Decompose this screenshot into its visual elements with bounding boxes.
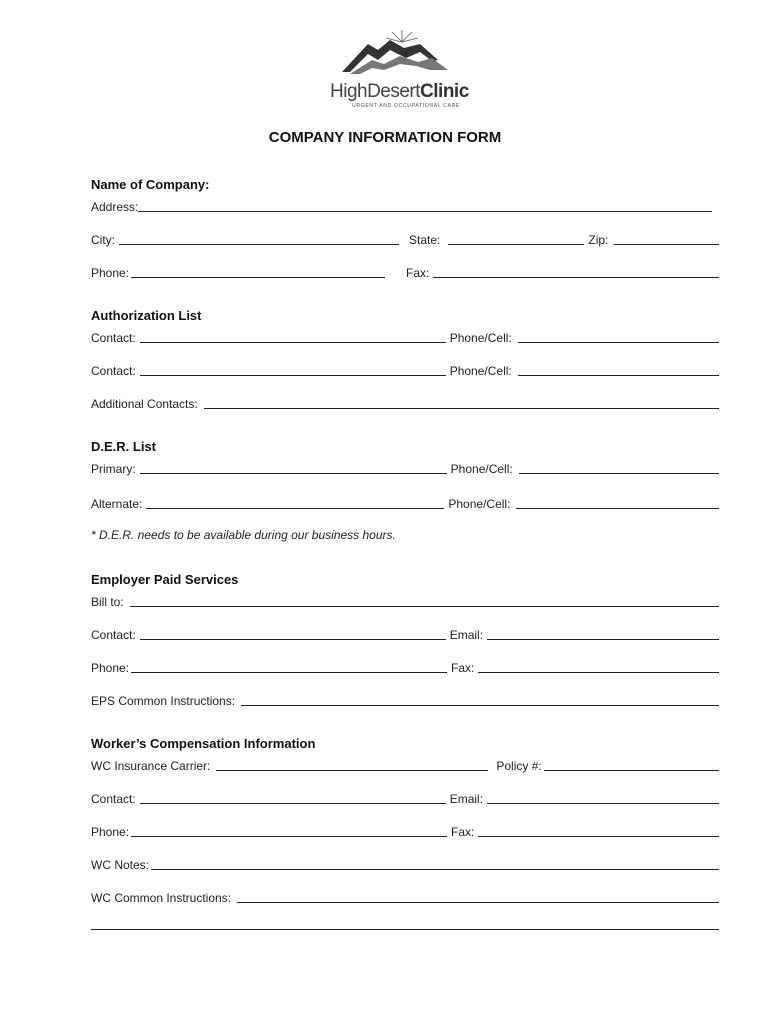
- auth-phone-label-2: Phone/Cell:: [449, 364, 512, 378]
- policy-field[interactable]: [544, 769, 719, 771]
- wc-phone-row: [91, 821, 719, 839]
- wc-carrier-row: [91, 755, 719, 773]
- eps-fax-field[interactable]: [478, 671, 719, 673]
- zip-field[interactable]: [614, 243, 719, 245]
- wc-heading: Worker’s Compensation Information: [91, 736, 316, 751]
- der-alternate-label: Alternate:: [91, 497, 143, 511]
- der-heading: D.E.R. List: [91, 439, 157, 454]
- bill-to-label: Bill to:: [91, 595, 124, 609]
- address-label: Address:: [91, 200, 139, 214]
- wc-contact-row: [91, 788, 719, 806]
- wc-carrier-field[interactable]: [216, 769, 488, 771]
- der-alternate-field[interactable]: [146, 507, 444, 509]
- bill-to-field[interactable]: [130, 605, 719, 607]
- wc-notes-label: WC Notes:: [91, 858, 150, 872]
- logo-tagline: URGENT AND OCCUPATIONAL CARE: [352, 103, 460, 109]
- logo-wordmark: [330, 82, 469, 101]
- address-field[interactable]: [138, 210, 712, 212]
- additional-contacts-row: [91, 393, 719, 411]
- extra-notes-line[interactable]: [91, 929, 719, 930]
- wc-email-label: Email:: [449, 792, 484, 806]
- auth-phone-field-1[interactable]: [518, 341, 719, 343]
- additional-contacts-label: Additional Contacts:: [91, 397, 198, 411]
- auth-contact-label-1: Contact:: [91, 331, 136, 345]
- page-title: COMPANY INFORMATION FORM: [268, 129, 502, 146]
- auth-contact-row-2: [91, 360, 719, 378]
- additional-contacts-field[interactable]: [204, 407, 719, 409]
- der-phone-label-1: Phone/Cell:: [450, 462, 513, 476]
- eps-heading: Employer Paid Services: [91, 572, 239, 587]
- wc-instructions-field[interactable]: [237, 901, 719, 903]
- eps-instructions-field[interactable]: [241, 704, 719, 706]
- auth-phone-field-2[interactable]: [518, 374, 719, 376]
- city-label: City:: [91, 233, 115, 247]
- der-primary-label: Primary:: [91, 462, 136, 476]
- eps-phone-field[interactable]: [131, 671, 447, 673]
- der-primary-row: [91, 458, 719, 476]
- auth-contact-field-1[interactable]: [140, 341, 446, 343]
- address-row: [91, 196, 719, 214]
- wc-fax-field[interactable]: [478, 835, 719, 837]
- wc-instructions-row: [91, 887, 719, 905]
- auth-phone-label-1: Phone/Cell:: [449, 331, 512, 345]
- policy-label: Policy #:: [496, 759, 542, 773]
- wc-notes-row: [91, 854, 719, 872]
- eps-phone-label: Phone:: [91, 661, 130, 675]
- phone-fax-row: [91, 262, 719, 280]
- wc-carrier-label: WC Insurance Carrier:: [91, 759, 211, 773]
- zip-label: Zip:: [588, 233, 609, 247]
- bill-to-row: [91, 591, 719, 609]
- wc-phone-label: Phone:: [91, 825, 130, 839]
- fax-field[interactable]: [433, 276, 719, 278]
- wc-notes-field[interactable]: [151, 868, 719, 870]
- fax-label: Fax:: [406, 266, 430, 280]
- der-phone-label-2: Phone/Cell:: [448, 497, 511, 511]
- city-state-zip-row: [91, 229, 719, 247]
- wc-instructions-label: WC Common Instructions:: [91, 891, 232, 905]
- eps-phone-row: [91, 657, 719, 675]
- wc-email-field[interactable]: [487, 802, 719, 804]
- authorization-heading: Authorization List: [91, 308, 202, 323]
- eps-contact-row: [91, 624, 719, 642]
- der-phone-field-1[interactable]: [519, 472, 719, 474]
- der-availability-note: * D.E.R. needs to be available during our business hours.: [91, 528, 396, 542]
- state-label: State:: [409, 233, 441, 247]
- eps-fax-label: Fax:: [451, 661, 475, 675]
- mountain-sun-icon: [320, 30, 470, 80]
- wc-fax-label: Fax:: [451, 825, 475, 839]
- clinic-logo: [320, 30, 470, 110]
- eps-contact-field[interactable]: [140, 638, 446, 640]
- auth-contact-row-1: [91, 327, 719, 345]
- company-heading: Name of Company:: [91, 177, 210, 192]
- auth-contact-label-2: Contact:: [91, 364, 136, 378]
- logo-name-part1: HighDesert: [330, 81, 421, 102]
- der-primary-field[interactable]: [140, 472, 447, 474]
- city-field[interactable]: [119, 243, 399, 245]
- eps-email-field[interactable]: [487, 638, 719, 640]
- der-phone-field-2[interactable]: [516, 507, 719, 509]
- wc-contact-label: Contact:: [91, 792, 136, 806]
- eps-instructions-row: [91, 690, 719, 708]
- eps-contact-label: Contact:: [91, 628, 136, 642]
- eps-instructions-label: EPS Common Instructions:: [91, 694, 236, 708]
- wc-contact-field[interactable]: [140, 802, 446, 804]
- eps-email-label: Email:: [449, 628, 484, 642]
- state-field[interactable]: [448, 243, 584, 245]
- logo-name-part2: Clinic: [420, 81, 469, 102]
- phone-label: Phone:: [91, 266, 130, 280]
- auth-contact-field-2[interactable]: [140, 374, 446, 376]
- der-alternate-row: [91, 493, 719, 511]
- wc-phone-field[interactable]: [131, 835, 447, 837]
- phone-field[interactable]: [131, 276, 385, 278]
